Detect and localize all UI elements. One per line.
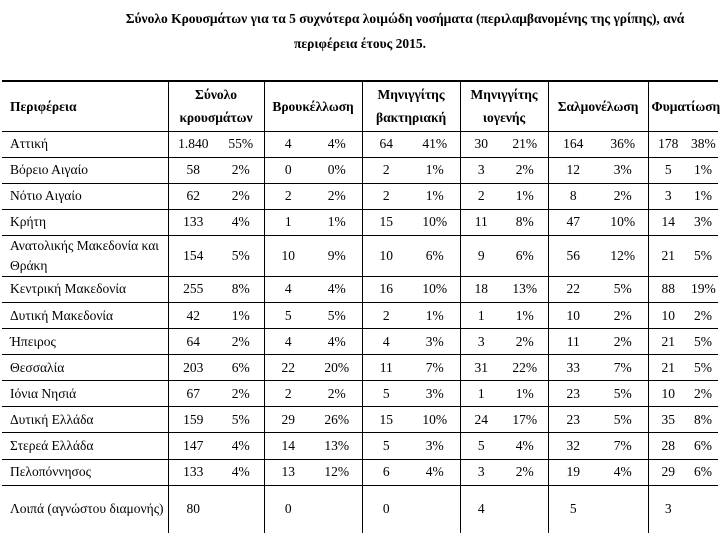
percent-cell: 6% — [688, 433, 718, 459]
percent-cell: 13% — [312, 433, 362, 459]
count-cell: 23 — [548, 407, 598, 433]
count-cell: 30 — [460, 131, 502, 157]
percent-cell — [312, 485, 362, 533]
count-cell: 1 — [460, 302, 502, 328]
percent-cell: 20% — [312, 355, 362, 381]
count-cell: 2 — [362, 183, 410, 209]
count-cell: 14 — [648, 209, 688, 235]
percent-cell: 2% — [502, 329, 548, 355]
count-cell: 4 — [460, 485, 502, 533]
percent-cell: 6% — [688, 459, 718, 485]
count-cell: 4 — [264, 276, 312, 302]
percent-cell: 3% — [410, 381, 460, 407]
table-row — [2, 183, 718, 209]
count-cell: 2 — [460, 183, 502, 209]
count-cell: 11 — [460, 209, 502, 235]
percent-cell: 3% — [410, 329, 460, 355]
count-cell: 255 — [168, 276, 218, 302]
count-cell: 23 — [548, 381, 598, 407]
count-cell: 133 — [168, 209, 218, 235]
count-cell: 178 — [648, 131, 688, 157]
count-cell: 164 — [548, 131, 598, 157]
table-row — [2, 459, 718, 485]
percent-cell: 3% — [410, 433, 460, 459]
count-cell: 8 — [548, 183, 598, 209]
region-cell: Δυτική Μακεδονία — [2, 302, 168, 328]
percent-cell: 2% — [502, 459, 548, 485]
count-cell: 47 — [548, 209, 598, 235]
count-cell: 80 — [168, 485, 218, 533]
percent-cell: 2% — [502, 157, 548, 183]
table-row — [2, 329, 718, 355]
header-region: Περιφέρεια — [2, 81, 168, 131]
table-row — [2, 355, 718, 381]
count-cell: 0 — [264, 157, 312, 183]
count-cell: 5 — [460, 433, 502, 459]
percent-cell: 2% — [218, 157, 264, 183]
percent-cell: 21% — [502, 131, 548, 157]
count-cell: 11 — [548, 329, 598, 355]
count-cell: 6 — [362, 459, 410, 485]
percent-cell: 1% — [502, 302, 548, 328]
count-cell: 5 — [264, 302, 312, 328]
percent-cell: 1% — [218, 302, 264, 328]
count-cell: 22 — [264, 355, 312, 381]
count-cell: 29 — [648, 459, 688, 485]
percent-cell: 5% — [312, 302, 362, 328]
count-cell: 203 — [168, 355, 218, 381]
region-cell: Βόρειο Αιγαίο — [2, 157, 168, 183]
region-cell: Ήπειρος — [2, 329, 168, 355]
percent-cell: 7% — [598, 355, 648, 381]
percent-cell: 19% — [688, 276, 718, 302]
count-cell: 4 — [362, 329, 410, 355]
count-cell: 10 — [548, 302, 598, 328]
percent-cell: 2% — [598, 302, 648, 328]
title-line-1: Σύνολο Κρουσμάτων για τα 5 συχνότερα λοιμώδη νοσήματα (περιλαμβανομένης της γρίπης), ανά — [125, 11, 685, 26]
count-cell: 2 — [362, 302, 410, 328]
percent-cell: 0% — [312, 157, 362, 183]
percent-cell: 4% — [410, 459, 460, 485]
count-cell: 1.840 — [168, 131, 218, 157]
count-cell: 1 — [460, 381, 502, 407]
percent-cell: 4% — [218, 209, 264, 235]
count-cell: 21 — [648, 329, 688, 355]
count-cell: 10 — [362, 235, 410, 276]
percent-cell: 3% — [598, 157, 648, 183]
percent-cell: 41% — [410, 131, 460, 157]
percent-cell: 2% — [312, 183, 362, 209]
percent-cell: 4% — [502, 433, 548, 459]
percent-cell: 12% — [312, 459, 362, 485]
region-cell: Νότιο Αιγαίο — [2, 183, 168, 209]
table-row — [2, 302, 718, 328]
header-viral-meningitis: Μηνιγγίτης ιογενής — [460, 81, 548, 131]
count-cell: 18 — [460, 276, 502, 302]
count-cell: 21 — [648, 235, 688, 276]
header-tuberculosis: Φυματίωση — [648, 81, 718, 131]
count-cell: 33 — [548, 355, 598, 381]
percent-cell: 2% — [218, 329, 264, 355]
percent-cell: 55% — [218, 131, 264, 157]
percent-cell: 4% — [218, 459, 264, 485]
percent-cell: 10% — [410, 276, 460, 302]
percent-cell: 2% — [218, 183, 264, 209]
table-row — [2, 407, 718, 433]
percent-cell: 1% — [502, 183, 548, 209]
percent-cell — [688, 485, 718, 533]
percent-cell: 2% — [688, 302, 718, 328]
percent-cell: 5% — [688, 235, 718, 276]
title-line-2: περιφέρεια έτους 2015. — [293, 36, 427, 51]
percent-cell: 4% — [312, 329, 362, 355]
percent-cell: 13% — [502, 276, 548, 302]
percent-cell: 1% — [410, 183, 460, 209]
count-cell: 13 — [264, 459, 312, 485]
count-cell: 11 — [362, 355, 410, 381]
count-cell: 9 — [460, 235, 502, 276]
count-cell: 159 — [168, 407, 218, 433]
table-row — [2, 157, 718, 183]
percent-cell: 8% — [218, 276, 264, 302]
percent-cell: 5% — [598, 381, 648, 407]
percent-cell — [502, 485, 548, 533]
header-total: Σύνολο κρουσμάτων — [168, 81, 264, 131]
percent-cell: 4% — [218, 433, 264, 459]
count-cell: 5 — [362, 433, 410, 459]
count-cell: 15 — [362, 209, 410, 235]
count-cell: 35 — [648, 407, 688, 433]
region-cell: Αττική — [2, 131, 168, 157]
count-cell: 5 — [362, 381, 410, 407]
region-cell: Δυτική Ελλάδα — [2, 407, 168, 433]
percent-cell: 1% — [688, 183, 718, 209]
percent-cell: 9% — [312, 235, 362, 276]
region-cell: Πελοπόννησος — [2, 459, 168, 485]
count-cell: 133 — [168, 459, 218, 485]
count-cell: 67 — [168, 381, 218, 407]
percent-cell: 7% — [410, 355, 460, 381]
table-title — [0, 6, 720, 56]
table-row — [2, 209, 718, 235]
count-cell: 16 — [362, 276, 410, 302]
region-cell: Θεσσαλία — [2, 355, 168, 381]
count-cell: 147 — [168, 433, 218, 459]
percent-cell: 10% — [410, 407, 460, 433]
count-cell: 28 — [648, 433, 688, 459]
count-cell: 10 — [648, 302, 688, 328]
count-cell: 0 — [264, 485, 312, 533]
percent-cell: 26% — [312, 407, 362, 433]
percent-cell: 4% — [312, 131, 362, 157]
percent-cell: 22% — [502, 355, 548, 381]
percent-cell: 1% — [688, 157, 718, 183]
count-cell: 31 — [460, 355, 502, 381]
count-cell: 15 — [362, 407, 410, 433]
percent-cell: 5% — [218, 235, 264, 276]
table-row — [2, 131, 718, 157]
count-cell: 1 — [264, 209, 312, 235]
count-cell: 24 — [460, 407, 502, 433]
region-cell: Ιόνια Νησιά — [2, 381, 168, 407]
count-cell: 3 — [460, 157, 502, 183]
percent-cell: 36% — [598, 131, 648, 157]
count-cell: 14 — [264, 433, 312, 459]
percent-cell — [598, 485, 648, 533]
percent-cell: 2% — [598, 183, 648, 209]
count-cell: 58 — [168, 157, 218, 183]
cases-table — [2, 80, 718, 533]
percent-cell: 1% — [410, 302, 460, 328]
count-cell: 2 — [264, 381, 312, 407]
count-cell: 42 — [168, 302, 218, 328]
count-cell: 88 — [648, 276, 688, 302]
region-cell: Λοιπά (αγνώστου διαμονής) — [2, 485, 168, 533]
percent-cell: 1% — [410, 157, 460, 183]
percent-cell: 6% — [410, 235, 460, 276]
count-cell: 3 — [648, 183, 688, 209]
region-cell: Κεντρική Μακεδονία — [2, 276, 168, 302]
percent-cell: 5% — [688, 355, 718, 381]
count-cell: 12 — [548, 157, 598, 183]
percent-cell: 4% — [598, 459, 648, 485]
count-cell: 3 — [460, 459, 502, 485]
header-salmonellosis: Σαλμονέλωση — [548, 81, 648, 131]
percent-cell: 5% — [598, 276, 648, 302]
count-cell: 154 — [168, 235, 218, 276]
percent-cell: 7% — [598, 433, 648, 459]
header-row — [2, 81, 718, 131]
count-cell: 10 — [264, 235, 312, 276]
count-cell: 3 — [648, 485, 688, 533]
percent-cell: 10% — [598, 209, 648, 235]
percent-cell: 5% — [598, 407, 648, 433]
percent-cell: 17% — [502, 407, 548, 433]
count-cell: 22 — [548, 276, 598, 302]
count-cell: 3 — [460, 329, 502, 355]
header-bacterial-meningitis: Μηνιγγίτης βακτηριακή — [362, 81, 460, 131]
percent-cell: 2% — [218, 381, 264, 407]
table-row — [2, 433, 718, 459]
percent-cell: 1% — [502, 381, 548, 407]
percent-cell: 6% — [218, 355, 264, 381]
count-cell: 56 — [548, 235, 598, 276]
count-cell: 64 — [168, 329, 218, 355]
count-cell: 4 — [264, 131, 312, 157]
percent-cell: 5% — [218, 407, 264, 433]
percent-cell: 8% — [502, 209, 548, 235]
region-cell: Ανατολικής Μακεδονία και Θράκη — [2, 235, 168, 276]
count-cell: 32 — [548, 433, 598, 459]
count-cell: 21 — [648, 355, 688, 381]
percent-cell: 38% — [688, 131, 718, 157]
count-cell: 0 — [362, 485, 410, 533]
percent-cell: 4% — [312, 276, 362, 302]
percent-cell: 10% — [410, 209, 460, 235]
count-cell: 2 — [264, 183, 312, 209]
count-cell: 4 — [264, 329, 312, 355]
percent-cell: 2% — [598, 329, 648, 355]
percent-cell: 2% — [312, 381, 362, 407]
header-brucellosis: Βρουκέλλωση — [264, 81, 362, 131]
count-cell: 2 — [362, 157, 410, 183]
percent-cell: 6% — [502, 235, 548, 276]
count-cell: 19 — [548, 459, 598, 485]
percent-cell: 1% — [312, 209, 362, 235]
count-cell: 64 — [362, 131, 410, 157]
count-cell: 62 — [168, 183, 218, 209]
percent-cell: 2% — [688, 381, 718, 407]
percent-cell — [410, 485, 460, 533]
table-row — [2, 235, 718, 276]
count-cell: 29 — [264, 407, 312, 433]
table-row — [2, 381, 718, 407]
percent-cell — [218, 485, 264, 533]
percent-cell: 12% — [598, 235, 648, 276]
percent-cell: 5% — [688, 329, 718, 355]
count-cell: 5 — [548, 485, 598, 533]
percent-cell: 8% — [688, 407, 718, 433]
table-row — [2, 276, 718, 302]
region-cell: Στερεά Ελλάδα — [2, 433, 168, 459]
table-row — [2, 485, 718, 533]
percent-cell: 3% — [688, 209, 718, 235]
count-cell: 5 — [648, 157, 688, 183]
count-cell: 10 — [648, 381, 688, 407]
region-cell: Κρήτη — [2, 209, 168, 235]
